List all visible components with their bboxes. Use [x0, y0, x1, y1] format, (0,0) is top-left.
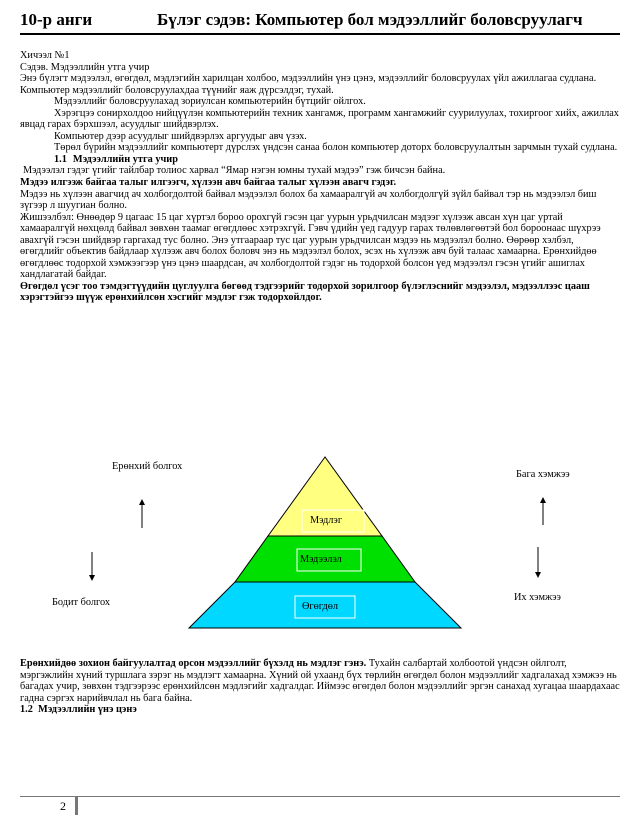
page-number-bar — [75, 797, 78, 815]
section-heading — [20, 154, 620, 166]
section-heading — [20, 704, 620, 716]
chapter-title: Бүлэг сэдэв: Компьютер бол мэдээллийг боловсруулагч — [157, 10, 583, 29]
paragraph — [20, 658, 620, 704]
small-amount-label: Бага хэмжээ — [516, 469, 570, 480]
lesson-number: Хичээл №1 — [20, 50, 70, 61]
paragraph: Компьютер дээр асуудлыг шийдвэрлэх аргуудыг авч үзэх. — [54, 130, 307, 142]
bold-lead: Ерөнхийдөө зохион байгуулалтад орсон мэдээллийг бүхэлд нь мэдлэг гэнэ. — [20, 658, 367, 669]
bold-paragraph: Мэдээ илгээж байгаа талыг илгээгч, хүлээн авч байгаа талыг хүлээн авагч гэдэг. — [20, 177, 397, 189]
paragraph: Мэдээлэл гэдэг үгийг тайлбар толиос харвал “Ямар нэгэн юмны тухай мэдээ” гэж бичсэн байна. — [23, 165, 446, 177]
concretize-label: Бодит болгох — [52, 597, 110, 608]
knowledge-label: Мэдлэг — [310, 515, 343, 526]
page-header — [20, 6, 620, 36]
example-paragraph: Жишээлбэл: Өнөөдөр 9 цагаас 15 цаг хүртэл бороо орохгүй гэсэн цаг уурын урьдчилсан мэдээг хүлээж авсан хүн цаг уртай хамааралгүй нөхцөлд байвал зөвхөн таамаг өгөгдлөөс хэтрэхгүй. Гэвч үдийн үед гадуур гарах төлөвлөгөөтэй бол бороонаас шүхрээ авахгүй гэсэн шийдвэр гаргахад тус болно. Энэ утгаараар тус цаг уурын урьдчилсан мэдээ нь мэдээлэл болно. Өөрөөр хэлбэл, өгөгдлийг объектив байдлаар хүлээж авч болох боловч энэ нь мэдээлэл болох, эсэх нь хүлээж авч буй талаас хамаарна. Ерөнхийдөө өгөгдлөөс тодорхой хэмжээгээр үнэ цэнэ шаардсан, ач холбогдолтой гэдэг нь тодорхой болсон үед мэдээлэл гэсэн үгийг ашиглах хандлагатай байдаг. — [20, 211, 601, 281]
grade-label: 10-р анги — [20, 10, 93, 29]
bold-definition: Өгөгдөл үсэг тоо тэмдэгтүүдийн цуглуулга бөгөөд тэдгээрийг тодорхой зорилгоор бүлэглэснийг мэдээлэл, мэдээллээс цааш хэрэгтэйгээ шүүж ерөнхийлсөн хэсгийг мэдлэг гэж тодорхойлдог. — [20, 280, 590, 304]
data-label: Өгөгдөл — [302, 601, 339, 612]
section-title: Мэдээллийн үнэ цэнэ — [38, 704, 137, 716]
information-label: Мэдээлэл — [300, 554, 342, 565]
large-amount-label: Их хэмжээ — [514, 592, 561, 603]
paragraph: Төрөл бүрийн мэдээллийг компьютерт дүрслэх үндсэн санаа болон компьютер доторх боловсруулалтын зарчмын тухай судлана. — [54, 142, 618, 154]
knowledge-pyramid-figure — [20, 450, 620, 645]
paragraph: Мэдээллийг боловсруулахад зориулсан компьютерийн бүтцийг ойлгох. — [54, 96, 366, 108]
section-title: Мэдээллийн утга учир — [72, 153, 178, 165]
paragraph-rest: Тухайн салбартай холбоотой үндсэн ойлголт, мэргэжлийн хүний туршлага зэрэг нь мэдлэгт хамаарна. Хүний ой ухаанд бүх төрлийн өгөгдөл болон мэдээллийг хадгалахад хэмжээ нь багадах учир, зөвхөн тэдгээрээс ерөнхийлсөн мэдлэгийг хадгалдаг. Иймээс өгөгдөл болон мэдээллийг эргэн санахад хугацаа шаардахаас гадна сэргэх нарийвчлал нь бага байна. — [20, 658, 620, 704]
header-rule — [20, 33, 620, 35]
paragraph: Компьютер мэдээллийг боловсруулахдаа түүнийг яаж дүрсэлдэг, тухай. — [20, 84, 334, 96]
paragraph: Мэдээ нь хүлээн авагчид ач холбогдолтой байвал мэдээлэл болох ба хамааралгүй ач холбогдолгүй зүйл байвал тэр нь мэдээлэл биш зүгээр л шуугиан болно. — [20, 188, 597, 212]
section-number: 1.1 — [54, 153, 67, 165]
footer-rule — [20, 796, 620, 797]
paragraph: Хэрэгцээ сонирхолдоо нийцүүлэн компьютерийн техник хангамж, программ хангамжийг суурилуулах, тохиргоог хийх, ажиллах явцад гарах бэрхшээл, асуудлыг шийдвэрлэх. — [20, 107, 619, 131]
intro-paragraph: Энэ бүлэгт мэдээлэл, өгөгдөл, мэдлэгийн харилцан холбоо, мэдээллийн үнэ цэнэ, мэдээллийг боловсруулах үйл ажиллагаа судлана. — [20, 73, 597, 85]
page-number: 2 — [60, 799, 66, 813]
generalize-label: Ерөнхий болгох — [112, 461, 183, 472]
document-body — [20, 50, 620, 304]
section-number: 1.2 — [20, 704, 33, 716]
topic-line: Сэдэв. Мэдээллийн утга учир — [20, 61, 150, 73]
post-figure-text — [20, 658, 620, 716]
